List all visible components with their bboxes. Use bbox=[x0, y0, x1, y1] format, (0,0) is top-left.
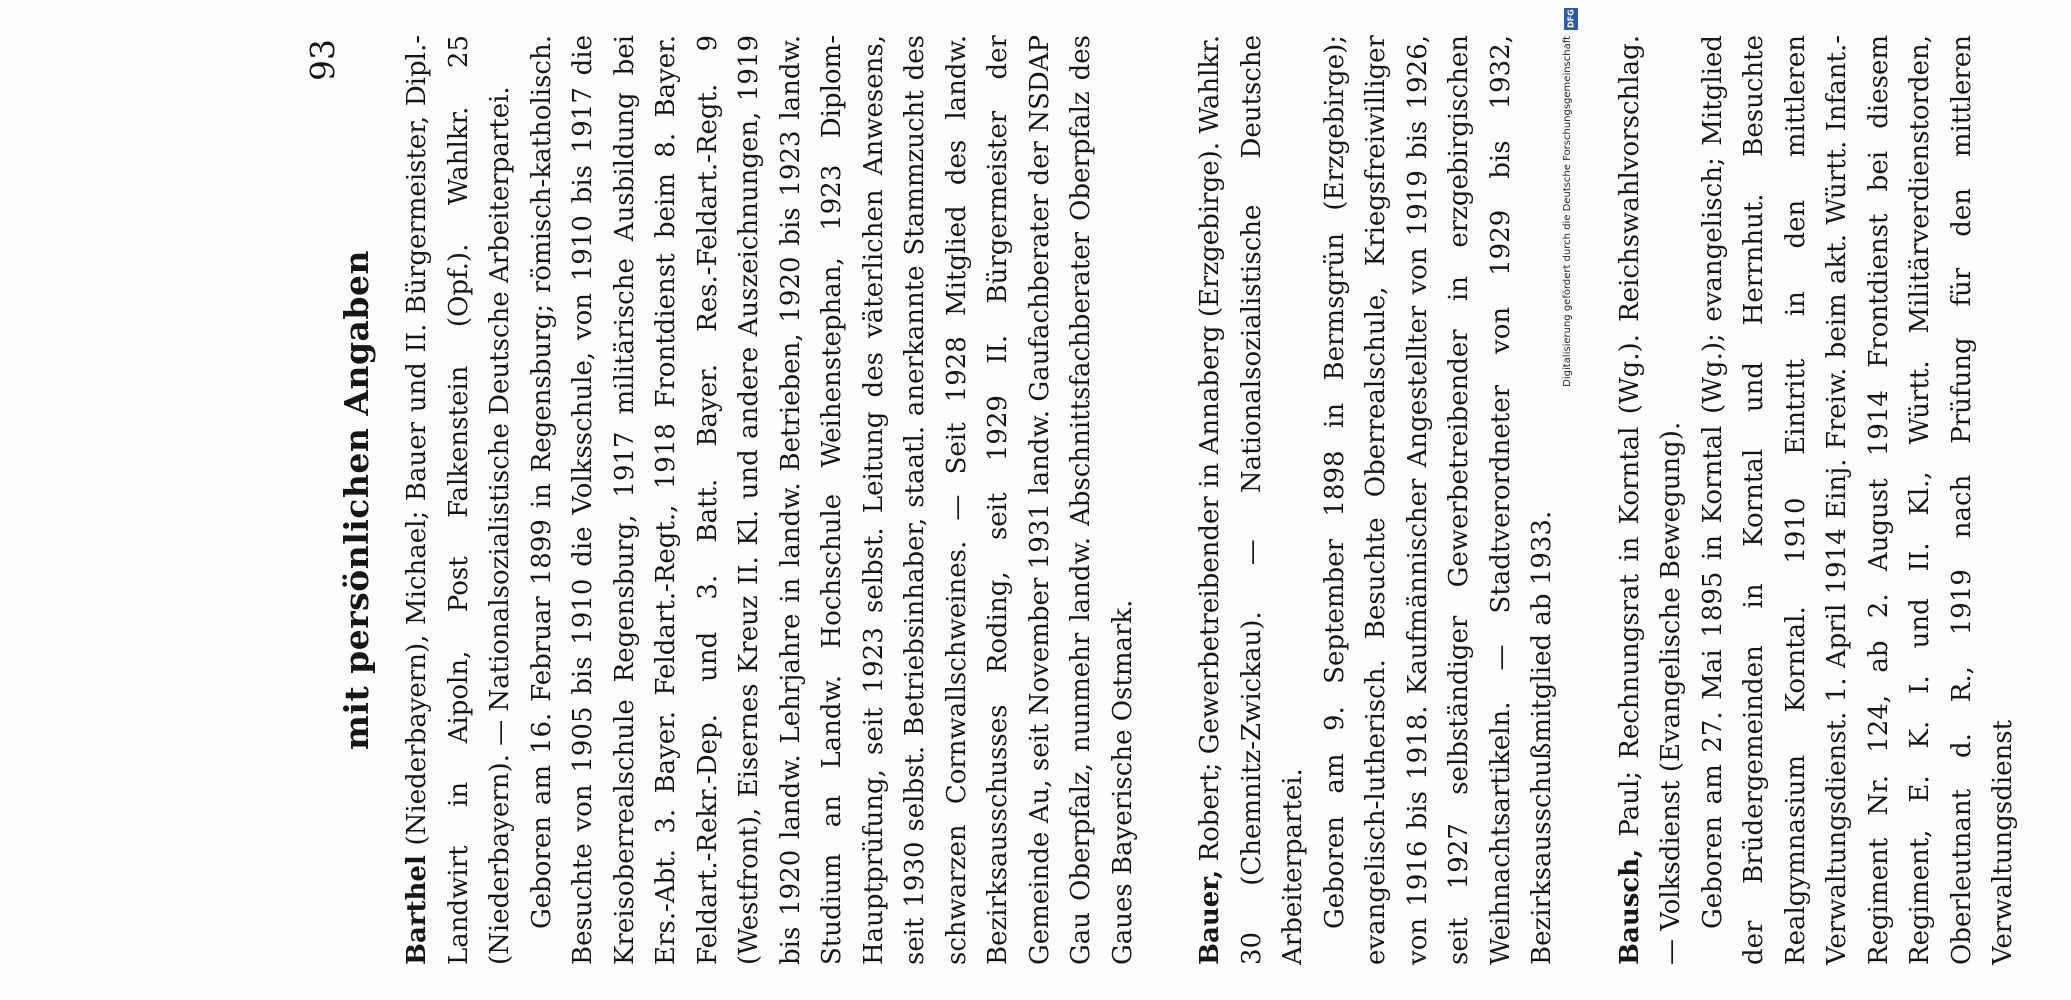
entry-bausch bbox=[1610, 35, 2025, 965]
digitization-credit-text: Digitalisierung gefördert durch die Deutsche Forschungsgemeinschaft bbox=[1562, 36, 1573, 387]
entry-heading-details: Paul; Rechnungsrat in Korntal (Wg.). Reichswahlvorschlag. — Volksdienst (Evangelische Bewegung). bbox=[1614, 35, 1686, 965]
entry-heading-details: Robert; Gewerbetreibender in Annaberg (Erzgebirge). Wahlkr. 30 (Chemnitz-Zwickau). — Nationalsozialistische Deutsche Arbeiterpartei. bbox=[1195, 35, 1308, 965]
running-head bbox=[303, 35, 393, 965]
entry-bauer bbox=[1190, 35, 1564, 965]
entry-barthel bbox=[397, 35, 1144, 965]
entry-heading-details: (Niederbayern), Michael; Bauer und II. Bürgermeister, Dipl.-Landwirt in Aipoln, Post Falkenstein (Opf.). Wahlkr. 25 (Niederbayern). — Nationalsozialistische Deutsche Arbeiterpartei. bbox=[402, 35, 515, 965]
running-title: mit persönlichen Angaben bbox=[337, 250, 376, 750]
entry-name: Bausch, bbox=[1614, 848, 1645, 965]
digitization-credit bbox=[1561, 6, 1581, 996]
biography-entries bbox=[397, 35, 2071, 965]
rotated-book-page bbox=[297, 35, 2018, 965]
page-number: 93 bbox=[303, 39, 342, 81]
entry-heading bbox=[397, 35, 522, 965]
entry-biography: Geboren am 27. Mai 1895 in Korntal (Wg.); evangelisch; Mitglied der Brüdergemeinden in Korntal und Herrnhut. Besuchte Realgymnasium Korntal. 1910 Eintritt in den mittleren Verwaltungsdienst. 1. April 1914 Einj. Freiw. beim akt. Württ. Infant.-Regiment Nr. 124, ab 2. August 1914 Frontdienst bei diesem Regiment, E. K. I. und II. Kl., Württ. Militärverdienstorden, Oberleutnant d. R., 1919 nach Prüfung für den mittleren Verwaltungsdienst bbox=[1697, 35, 2018, 965]
dfg-logo: DFG bbox=[1564, 8, 1578, 30]
entry-name: Barthel bbox=[402, 855, 432, 965]
entry-biography: Geboren am 9. September 1898 in Bermsgrün (Erzgebirge); evangelisch-lutherisch. Besuchte Oberrealschule, Kriegsfreiwilliger von 1916 bis 1918. Kaufmännischer Angestellter von 1919 bis 1926, seit 1927 selbständiger Gewerbetreibender in erzgebirgischen Weihnachtsartikeln. — Stadtverordneter von 1929 bis 1932, Bezirksausschußmitglied ab 1933. bbox=[1319, 35, 1557, 965]
entry-name: Bauer, bbox=[1195, 869, 1225, 965]
entry-heading bbox=[1610, 35, 1693, 965]
entry-heading bbox=[1190, 35, 1315, 965]
entry-biography: Geboren am 16. Februar 1899 in Regensburg; römisch-katholisch. Besuchte von 1905 bis 1910 die Volksschule, von 1910 bis 1917 die Kreisoberrealschule Regensburg, 1917 militärische Ausbildung bei Ers.-Abt. 3. Bayer. Feldart.-Regt., 1918 Frontdienst beim 8. Bayer. Feldart.-Rekr.-Dep. und 3. Batt. Bayer. Res.-Feldart.-Regt. 9 (Westfront), Eisernes Kreuz II. Kl. und andere Auszeichnungen, 1919 bis 1920 landw. Lehrjahre in landw. Betrieben, 1920 bis 1923 landw. Studium an Landw. Hochschule Weihenstephan, 1923 Diplom-Hauptprüfung, seit 1923 selbst. Leitung des väterlichen Anwesens, seit 1930 selbst. Betriebsinhaber, staatl. anerkannte Stammzucht des schwarzen Cornwallschweines. — Seit 1928 Mitglied des landw. Bezirksausschusses Roding, seit 1929 II. Bürgermeister der Gemeinde Au, seit November 1931 landw. Gaufachberater der NSDAP Gau Oberpfalz, nunmehr landw. Abschnittsfachberater Oberpfalz des Gaues Bayerische Ostmark. bbox=[526, 35, 1138, 965]
